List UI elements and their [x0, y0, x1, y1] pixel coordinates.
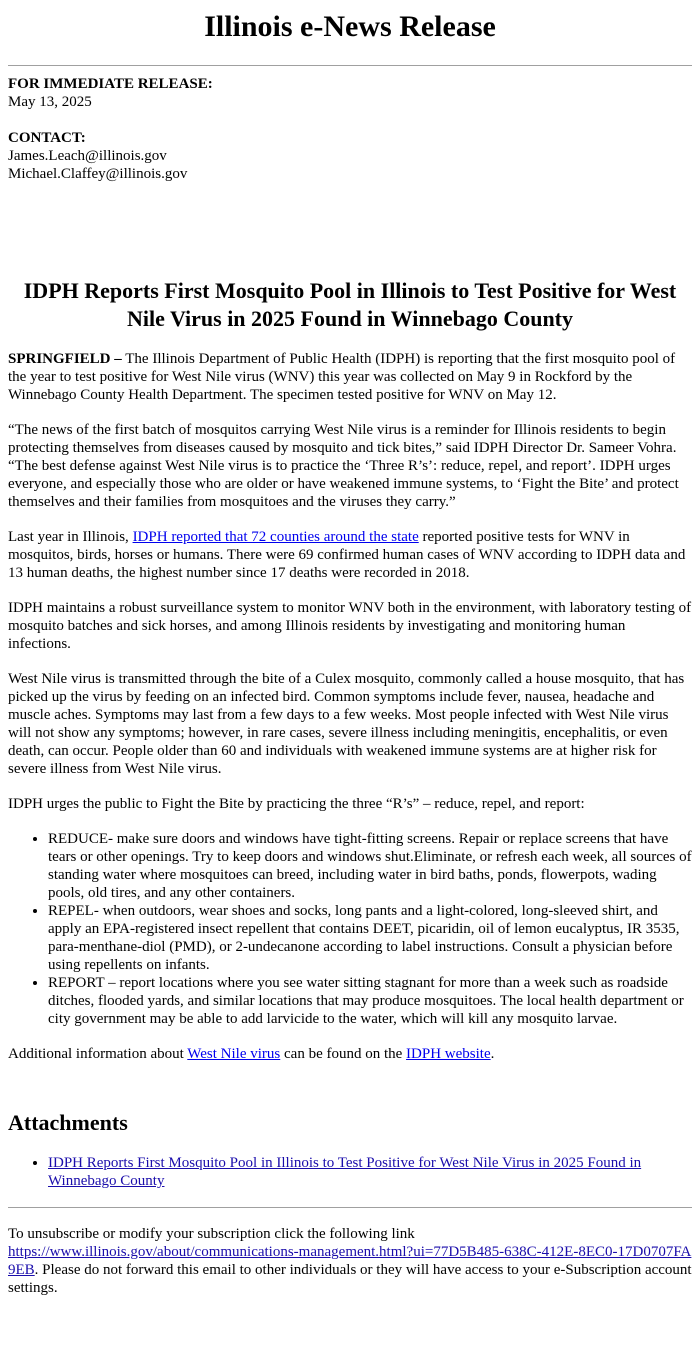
- top-divider: [8, 65, 692, 66]
- list-item-reduce: • REDUCE- make sure doors and windows have tight-fitting screens. Repair or replace screens that have tears or other openings. Try to keep doors and windows shut.Eliminate, or refresh each week, all sources of standing water where mosquitoes can breed, including water in bird baths, ponds, flowerpots, wading pools, old tires, and any other containers.: [48, 830, 692, 902]
- paragraph-2: “The news of the first batch of mosquitos carrying West Nile virus is a reminder for Illinois residents to begin protecting themselves from diseases caused by mosquito and tick bites,” said IDPH Director Dr. Sameer Vohra. “The best defense against West Nile virus is to practice the ‘Three R’s’: reduce, repel, and report’. IDPH urges everyone, and especially those who are older or have weakened immune systems, to ‘Fight the Bite’ and protect themselves and their families from mosquitoes and the viruses they carry.”: [8, 422, 679, 510]
- paragraph-7: Additional information about West Nile virus can be found on the IDPH website.: [8, 1046, 495, 1062]
- paragraph-5: West Nile virus is transmitted through the bite of a Culex mosquito, commonly called a house mosquito, that has picked up the virus by feeding on an infected bird. Common symptoms include fever, nausea, headache and muscle aches. Symptoms may last from a few days to a few weeks. Most people infected with West Nile virus will not show any symptoms; however, in rare cases, severe illness including meningitis, encephalitis, or even death, can occur. People older than 60 and individuals with weakened immune systems are at higher risk for severe illness from West Nile virus.: [8, 671, 685, 777]
- west-nile-virus-link[interactable]: West Nile virus: [187, 1046, 281, 1062]
- unsubscribe-link[interactable]: https://www.illinois.gov/about/communications-management.html?ui=77D5B485-638C-412E-8EC0-17D0707FA9EB: [8, 1244, 692, 1278]
- contact-email-2: Michael.Claffey@illinois.gov: [8, 166, 188, 182]
- attachment-link[interactable]: IDPH Reports First Mosquito Pool in Illinois to Test Positive for West Nile Virus in 2025 Found in Winnebago County: [48, 1155, 642, 1189]
- headline: IDPH Reports First Mosquito Pool in Illinois to Test Positive for West Nile Virus in 2025 Found in Winnebago County: [23, 278, 677, 331]
- three-rs-list: [8, 830, 692, 1028]
- list-item-repel: • REPEL- when outdoors, wear shoes and socks, long pants and a light-colored, long-sleeved shirt, and apply an EPA-registered insect repellent that contains DEET, picaridin, oil of lemon eucalyptus, IR 3535, para-menthane-diol (PMD), or 2-undecanone according to label instructions. Consult a physician before using repellents on infants.: [48, 902, 692, 974]
- release-label: FOR IMMEDIATE RELEASE:: [8, 76, 213, 92]
- release-date: May 13, 2025: [8, 94, 92, 110]
- attachments-heading: Attachments: [8, 1110, 128, 1135]
- attachment-item: [48, 1154, 692, 1190]
- paragraph-1: SPRINGFIELD – The Illinois Department of Public Health (IDPH) is reporting that the first mosquito pool of the year to test positive for West Nile virus (WNV) this year was collected on May 9 in Rockford by the Winnebago County Health Department. The specimen tested positive for WNV on May 12.: [8, 351, 676, 403]
- bottom-divider: [8, 1207, 692, 1208]
- idph-website-link[interactable]: IDPH website: [406, 1046, 491, 1062]
- paragraph-4: IDPH maintains a robust surveillance system to monitor WNV both in the environment, with laboratory testing of mosquito batches and sick horses, and among Illinois residents by investigating and monitoring human infections.: [8, 600, 692, 652]
- release-meta: [8, 75, 692, 183]
- footer-text: To unsubscribe or modify your subscription click the following link https://www.illinois.gov/about/communications-management.html?ui=77D5B485-638C-412E-8EC0-17D0707FA9EB. Please do not forward this email to other individuals or they will have access to your e-Subscription account settings.: [8, 1226, 692, 1296]
- paragraph-6: IDPH urges the public to Fight the Bite by practicing the three “R’s” – reduce, repel, and report:: [8, 796, 585, 812]
- contact-email-1: James.Leach@illinois.gov: [8, 148, 167, 164]
- paragraph-3: Last year in Illinois, IDPH reported that 72 counties around the state reported positive tests for WNV in mosquitos, birds, horses or humans. There were 69 confirmed human cases of WNV according to IDPH data and 13 human deaths, the highest number since 17 deaths were recorded in 2018.: [8, 529, 686, 581]
- site-title: Illinois e-News Release: [204, 10, 496, 43]
- attachments-list: [8, 1154, 692, 1190]
- list-item-report: • REPORT – report locations where you see water sitting stagnant for more than a week such as roadside ditches, flooded yards, and similar locations that may produce mosquitoes. The local health department or city government may be able to add larvicide to the water, which will kill any mosquito larvae.: [48, 974, 692, 1028]
- dateline: SPRINGFIELD –: [8, 351, 122, 367]
- contact-label: CONTACT:: [8, 130, 86, 146]
- idph-72-counties-link[interactable]: IDPH reported that 72 counties around the state: [132, 529, 419, 545]
